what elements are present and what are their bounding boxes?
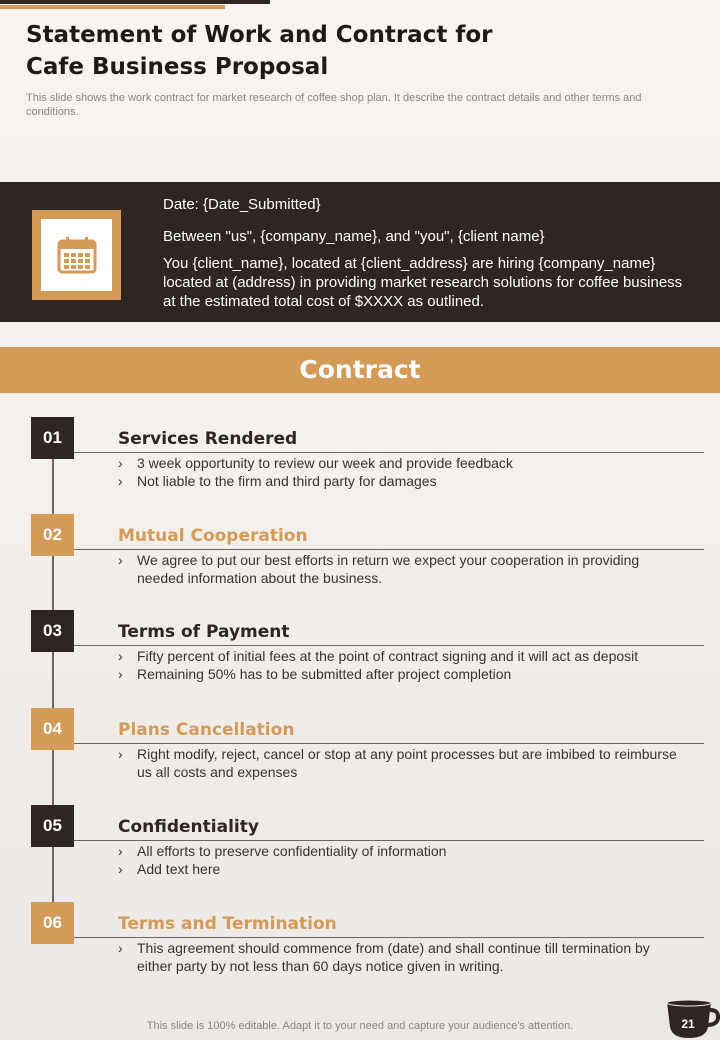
top-accent-bar-gold bbox=[0, 5, 225, 9]
item-divider bbox=[74, 937, 704, 938]
item-divider bbox=[74, 743, 704, 744]
bullet: › Not liable to the firm and third party for damages bbox=[118, 472, 688, 490]
footer-note: This slide is 100% editable. Adapt it to your need and capture your audience's attention. bbox=[146, 1020, 574, 1032]
bullet: › Remaining 50% has to be submitted after project completion bbox=[118, 665, 688, 683]
item-heading: Terms of Payment bbox=[118, 622, 290, 642]
proposal-info-band bbox=[0, 182, 720, 322]
date-submitted: Date: {Date_Submitted} bbox=[163, 196, 321, 213]
bullet: › Fifty percent of initial fees at the point of contract signing and it will act as deposit bbox=[118, 647, 688, 665]
item-heading: Terms and Termination bbox=[118, 914, 337, 934]
item-number: 02 bbox=[31, 514, 74, 556]
contract-section-title: Contract bbox=[0, 347, 720, 393]
item-divider bbox=[74, 452, 704, 453]
item-bullets bbox=[118, 939, 688, 975]
item-bullets bbox=[118, 551, 688, 587]
calendar-icon bbox=[41, 219, 112, 291]
bullet: › We agree to put our best efforts in return we expect your cooperation in providing needed information about the business. bbox=[118, 551, 688, 587]
item-heading: Mutual Cooperation bbox=[118, 526, 308, 546]
engagement-paragraph: You {client_name}, located at {client_address} are hiring {company_name} located at (address) in providing market research solutions for coffee business at the estimated total cost of $XXXX as outlined. bbox=[163, 255, 683, 310]
item-number: 06 bbox=[31, 902, 74, 944]
page-number: 21 bbox=[681, 1017, 695, 1031]
item-heading: Services Rendered bbox=[118, 429, 298, 449]
page-title: Statement of Work and Contract for Cafe Business Proposal bbox=[26, 22, 493, 80]
item-number: 03 bbox=[31, 610, 74, 652]
calendar-icon-frame bbox=[32, 210, 121, 300]
item-number: 05 bbox=[31, 805, 74, 847]
bullet: › This agreement should commence from (date) and shall continue till termination by either party by not less than 60 days notice given in writing. bbox=[118, 939, 688, 975]
timeline-line bbox=[52, 436, 54, 936]
bullet: › Right modify, reject, cancel or stop at any point processes but are imbibed to reimburse us all costs and expenses bbox=[118, 745, 688, 781]
item-divider bbox=[74, 840, 704, 841]
page-subtitle: This slide shows the work contract for market research of coffee shop plan. It describe the contract details and other terms and conditions. bbox=[26, 92, 642, 118]
item-divider bbox=[74, 645, 704, 646]
item-heading: Confidentiality bbox=[118, 817, 259, 837]
bullet: › 3 week opportunity to review our week and provide feedback bbox=[118, 454, 688, 472]
item-bullets bbox=[118, 842, 688, 878]
item-bullets bbox=[118, 647, 688, 683]
item-number: 01 bbox=[31, 417, 74, 459]
parties-line: Between "us", {company_name}, and "you", {client name} bbox=[163, 228, 545, 245]
item-bullets bbox=[118, 745, 688, 781]
item-bullets bbox=[118, 454, 688, 490]
bullet: › All efforts to preserve confidentiality of information bbox=[118, 842, 688, 860]
item-number: 04 bbox=[31, 708, 74, 750]
bullet: › Add text here bbox=[118, 860, 688, 878]
top-accent-bar-dark bbox=[0, 0, 270, 4]
item-heading: Plans Cancellation bbox=[118, 720, 295, 740]
item-divider bbox=[74, 549, 704, 550]
